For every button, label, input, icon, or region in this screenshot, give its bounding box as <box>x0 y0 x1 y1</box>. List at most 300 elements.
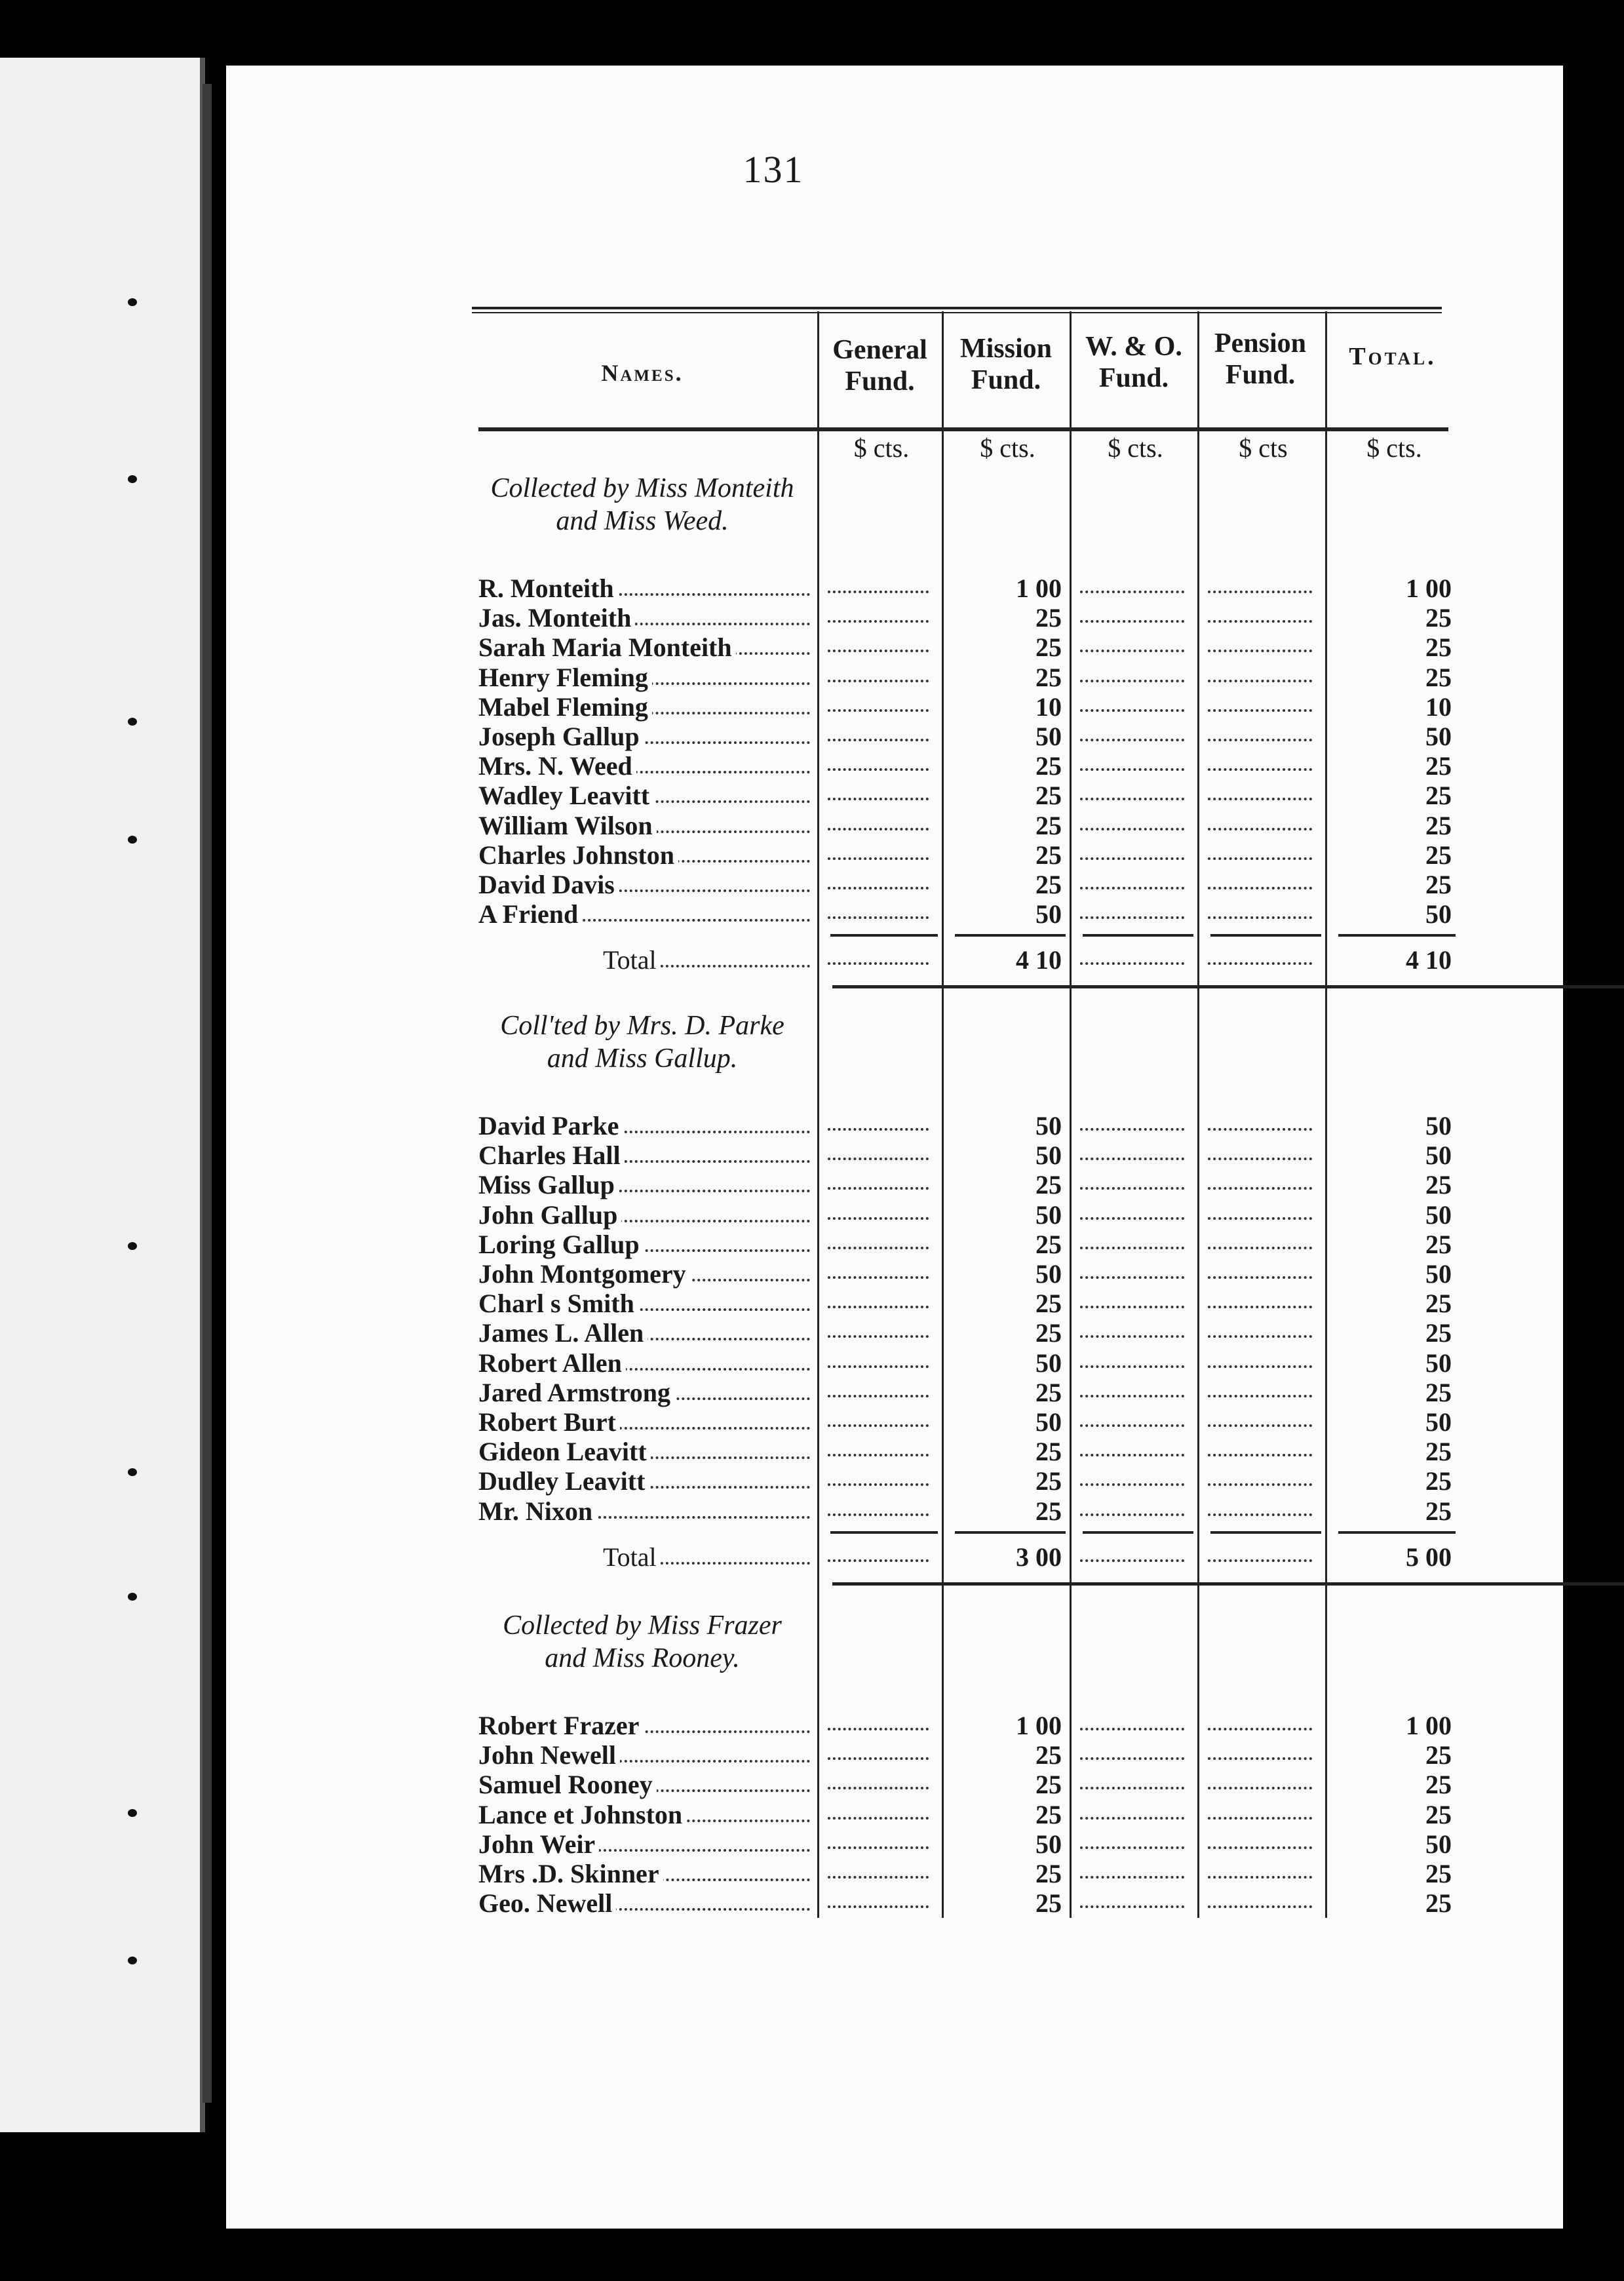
donor-name <box>478 1770 813 1799</box>
amount-wo <box>1075 722 1189 751</box>
table-row <box>0 722 1624 751</box>
amount-mission: 25 <box>1035 633 1062 663</box>
empty-dots <box>1208 739 1312 741</box>
table-row <box>0 603 1624 633</box>
amount-pension <box>1203 1348 1317 1378</box>
amount-general <box>822 1200 934 1230</box>
amount-wo <box>1075 1230 1189 1259</box>
amount-mission: 1 00 <box>1016 574 1062 603</box>
empty-dots <box>1208 1454 1312 1456</box>
amount-mission: 25 <box>1035 1318 1062 1348</box>
top-rule-thin <box>472 312 1442 313</box>
donor-name-text: William Wilson <box>478 811 657 840</box>
section-caption-line: Collected by Miss Frazer <box>503 1610 782 1641</box>
subtotal-rule <box>1210 934 1321 937</box>
amount-pension <box>1203 633 1317 662</box>
empty-dots <box>1208 1276 1312 1279</box>
donor-name-text: Lance et Johnston <box>478 1800 686 1829</box>
section-caption-line: and Miss Weed. <box>556 506 729 536</box>
empty-dots <box>828 798 929 800</box>
empty-dots <box>1080 1365 1184 1368</box>
table-row <box>0 1407 1624 1437</box>
amount-mission: 25 <box>1035 662 1062 692</box>
total-mission: 3 00 <box>1016 1542 1062 1572</box>
donor-name-text: Gideon Leavitt <box>478 1437 651 1466</box>
amount-wo <box>1075 1170 1189 1199</box>
amount-pension <box>1203 722 1317 751</box>
empty-dots <box>828 1247 929 1249</box>
empty-dots <box>828 887 929 889</box>
empty-dots <box>828 680 929 682</box>
donor-name <box>478 751 813 781</box>
table-row <box>0 1348 1624 1378</box>
amount-pension <box>1203 1407 1317 1437</box>
header-wo-line2: Fund. <box>1098 363 1169 393</box>
empty-dots <box>1080 768 1184 771</box>
empty-dots <box>828 1846 929 1849</box>
amount-total: 25 <box>1425 870 1452 899</box>
table-row <box>0 663 1624 692</box>
empty-dots <box>1080 620 1184 623</box>
section-caption <box>465 472 819 537</box>
amount-pension <box>1203 574 1317 603</box>
donor-name <box>478 1318 813 1348</box>
table-row <box>0 811 1624 840</box>
amount-total: 25 <box>1425 1888 1452 1919</box>
table-row <box>0 840 1624 870</box>
empty-dots <box>1080 1395 1184 1397</box>
total-label <box>603 945 813 975</box>
amount-pension <box>1203 1259 1317 1289</box>
donor-name <box>478 840 813 870</box>
donor-name <box>478 1407 813 1437</box>
donor-name-text: Mabel Fleming <box>478 692 652 722</box>
amount-total: 50 <box>1425 1140 1452 1171</box>
table-row <box>0 1318 1624 1348</box>
amount-mission: 25 <box>1035 1770 1062 1800</box>
header-pension-line1: Pension <box>1214 328 1307 359</box>
subtotal-rule <box>955 1531 1066 1534</box>
table-row <box>0 633 1624 662</box>
binding-hole <box>128 1468 137 1476</box>
table-row <box>0 1140 1624 1170</box>
amount-wo <box>1075 692 1189 722</box>
table-row <box>0 1259 1624 1289</box>
amount-mission: 50 <box>1035 1829 1062 1859</box>
empty-dots <box>1208 887 1312 889</box>
amount-general <box>822 1407 934 1437</box>
empty-dots <box>828 1728 929 1730</box>
empty-dots <box>1208 916 1312 919</box>
amount-pension <box>1203 1437 1317 1466</box>
header-general-line2: Fund. <box>845 366 915 397</box>
amount-mission: 25 <box>1035 1888 1062 1919</box>
table-row <box>0 1859 1624 1888</box>
header-mission-fund <box>944 333 1068 396</box>
amount-wo <box>1075 663 1189 692</box>
amount-pension <box>1203 1466 1317 1496</box>
empty-dots <box>1208 1365 1312 1368</box>
total-general <box>822 945 934 975</box>
amount-mission: 25 <box>1035 1740 1062 1770</box>
empty-dots <box>828 1483 929 1486</box>
amount-pension <box>1203 1378 1317 1407</box>
empty-dots <box>1080 916 1184 919</box>
amount-mission: 50 <box>1035 1199 1062 1230</box>
empty-dots <box>1080 739 1184 741</box>
amount-wo <box>1075 1740 1189 1770</box>
amount-general <box>822 1466 934 1496</box>
amount-general <box>822 840 934 870</box>
subtotal-rule <box>830 934 938 937</box>
section-caption-line: and Miss Rooney. <box>545 1643 740 1673</box>
amount-wo <box>1075 781 1189 810</box>
empty-dots <box>1080 798 1184 800</box>
unit-mission: $ cts. <box>980 433 1035 463</box>
amount-general <box>822 1140 934 1170</box>
empty-dots <box>1080 1817 1184 1820</box>
empty-dots <box>1080 1728 1184 1730</box>
empty-dots <box>1208 1395 1312 1397</box>
amount-general <box>822 1170 934 1199</box>
amount-general <box>822 692 934 722</box>
amount-total: 50 <box>1425 722 1452 751</box>
amount-wo <box>1075 1466 1189 1496</box>
amount-pension <box>1203 1800 1317 1829</box>
donor-name <box>478 1888 813 1918</box>
donor-name-text: Dudley Leavitt <box>478 1466 649 1496</box>
empty-dots <box>1208 1757 1312 1760</box>
header-pension-line2: Fund. <box>1225 360 1296 390</box>
amount-general <box>822 1437 934 1466</box>
amount-total: 50 <box>1425 1348 1452 1378</box>
donor-name <box>478 781 813 810</box>
amount-total: 25 <box>1425 810 1452 840</box>
donor-name <box>478 1740 813 1770</box>
donor-name-text: Loring Gallup <box>478 1230 644 1259</box>
donor-name <box>478 1711 813 1740</box>
table-row <box>0 1829 1624 1859</box>
empty-dots <box>1080 1335 1184 1338</box>
donor-name-text: Charles Hall <box>478 1140 625 1170</box>
section-caption-line: and Miss Gallup. <box>547 1043 738 1074</box>
empty-dots <box>828 1187 929 1190</box>
empty-dots <box>828 709 929 712</box>
donor-name-text: James L. Allen <box>478 1318 648 1348</box>
amount-mission: 50 <box>1035 1407 1062 1437</box>
amount-pension <box>1203 751 1317 781</box>
amount-total: 25 <box>1425 1799 1452 1829</box>
column-divider <box>1070 311 1072 1918</box>
amount-total: 25 <box>1425 1318 1452 1348</box>
unit-pension: $ cts <box>1239 433 1288 463</box>
amount-total: 25 <box>1425 1289 1452 1319</box>
amount-mission: 50 <box>1035 899 1062 929</box>
donor-name-text: Charl s Smith <box>478 1289 638 1318</box>
subtotal-rule <box>1338 934 1456 937</box>
empty-dots <box>828 1454 929 1456</box>
donor-name-text: Robert Allen <box>478 1348 626 1378</box>
amount-general <box>822 1829 934 1859</box>
amount-general <box>822 722 934 751</box>
empty-dots <box>828 962 929 965</box>
table-row <box>0 574 1624 603</box>
amount-pension <box>1203 1111 1317 1140</box>
amount-wo <box>1075 751 1189 781</box>
section-caption-line: Coll'ted by Mrs. D. Parke <box>500 1011 784 1041</box>
header-mission-line1: Mission <box>959 334 1053 364</box>
amount-total: 25 <box>1425 1770 1452 1800</box>
amount-wo <box>1075 603 1189 633</box>
amount-total: 25 <box>1425 1740 1452 1770</box>
empty-dots <box>1080 1513 1184 1516</box>
empty-dots <box>828 591 929 593</box>
empty-dots <box>828 1905 929 1908</box>
table-row <box>0 1496 1624 1526</box>
amount-total: 25 <box>1425 1170 1452 1200</box>
total-wo <box>1075 945 1189 975</box>
amount-wo <box>1075 1888 1189 1918</box>
amount-general <box>822 1800 934 1829</box>
header-pension-fund <box>1198 328 1323 391</box>
total-mission: 4 10 <box>1016 945 1062 975</box>
page-number: 131 <box>743 148 804 191</box>
amount-mission: 50 <box>1035 1111 1062 1140</box>
total-label-text: Total <box>603 945 661 975</box>
amount-general <box>822 899 934 929</box>
amount-mission: 25 <box>1035 810 1062 840</box>
amount-wo <box>1075 1378 1189 1407</box>
column-divider <box>1325 311 1327 1918</box>
donor-name-text: R. Monteith <box>478 574 618 603</box>
amount-pension <box>1203 1829 1317 1859</box>
amount-total: 10 <box>1425 692 1452 722</box>
subtotal-rule <box>1210 1531 1321 1534</box>
table-row <box>0 1378 1624 1407</box>
amount-pension <box>1203 1711 1317 1740</box>
amount-total: 25 <box>1425 1377 1452 1407</box>
amount-pension <box>1203 1140 1317 1170</box>
donor-name-text: Mrs. N. Weed <box>478 751 636 781</box>
donor-name <box>478 663 813 692</box>
amount-wo <box>1075 1259 1189 1289</box>
donor-name <box>478 1170 813 1199</box>
amount-pension <box>1203 870 1317 899</box>
donor-name-text: Mrs .D. Skinner <box>478 1859 663 1888</box>
amount-total: 25 <box>1425 1466 1452 1496</box>
amount-mission: 25 <box>1035 1496 1062 1526</box>
amount-wo <box>1075 840 1189 870</box>
empty-dots <box>1080 680 1184 682</box>
amount-pension <box>1203 663 1317 692</box>
empty-dots <box>1080 1158 1184 1160</box>
section-bottom-rule <box>832 1582 1624 1586</box>
amount-pension <box>1203 1770 1317 1799</box>
amount-pension <box>1203 603 1317 633</box>
amount-wo <box>1075 1496 1189 1526</box>
empty-dots <box>828 916 929 919</box>
empty-dots <box>1080 709 1184 712</box>
empty-dots <box>1208 857 1312 860</box>
amount-total: 50 <box>1425 1407 1452 1437</box>
amount-mission: 25 <box>1035 1377 1062 1407</box>
amount-total: 25 <box>1425 662 1452 692</box>
unit-wo: $ cts. <box>1108 433 1163 463</box>
amount-pension <box>1203 1200 1317 1230</box>
amount-general <box>822 574 934 603</box>
empty-dots <box>1080 828 1184 830</box>
empty-dots <box>1080 1757 1184 1760</box>
amount-total: 25 <box>1425 781 1452 811</box>
empty-dots <box>1208 1128 1312 1131</box>
amount-pension <box>1203 1289 1317 1318</box>
header-wo-fund <box>1072 331 1196 394</box>
empty-dots <box>828 1276 929 1279</box>
binding-hole <box>128 298 137 306</box>
donor-name-text: Samuel Rooney <box>478 1770 657 1799</box>
empty-dots <box>1208 1817 1312 1820</box>
donor-name <box>478 722 813 751</box>
amount-general <box>822 1888 934 1918</box>
total-label <box>603 1542 813 1572</box>
table-row <box>0 692 1624 722</box>
empty-dots <box>1208 1424 1312 1427</box>
amount-total: 1 00 <box>1406 1711 1452 1740</box>
binding-hole <box>128 836 137 844</box>
subtotal-rule <box>955 934 1066 937</box>
binding-hole <box>128 1809 137 1817</box>
amount-mission: 25 <box>1035 781 1062 811</box>
donor-name <box>478 1829 813 1859</box>
amount-general <box>822 781 934 810</box>
unit-general: $ cts. <box>853 433 910 463</box>
empty-dots <box>828 768 929 771</box>
empty-dots <box>828 1306 929 1308</box>
donor-name-text: Miss Gallup <box>478 1170 619 1199</box>
empty-dots <box>1080 1276 1184 1279</box>
donor-name <box>478 692 813 722</box>
amount-total: 50 <box>1425 1829 1452 1859</box>
empty-dots <box>1080 1454 1184 1456</box>
amount-wo <box>1075 1318 1189 1348</box>
total-general <box>822 1542 934 1572</box>
empty-dots <box>1208 962 1312 965</box>
donor-name-text: John Montgomery <box>478 1259 690 1289</box>
header-wo-line1: W. & O. <box>1085 332 1182 362</box>
table-row <box>0 899 1624 929</box>
amount-total: 50 <box>1425 899 1452 929</box>
amount-mission: 50 <box>1035 1140 1062 1171</box>
total-pension <box>1203 1542 1317 1572</box>
amount-total: 50 <box>1425 1111 1452 1140</box>
amount-mission: 25 <box>1035 840 1062 870</box>
top-rule <box>472 307 1442 309</box>
column-divider <box>817 311 819 1918</box>
empty-dots <box>828 1128 929 1131</box>
total-pension <box>1203 945 1317 975</box>
donor-name <box>478 633 813 662</box>
empty-dots <box>1208 1158 1312 1160</box>
empty-dots <box>1080 1187 1184 1190</box>
subtotal-rule <box>1083 934 1193 937</box>
amount-wo <box>1075 1111 1189 1140</box>
amount-wo <box>1075 1829 1189 1859</box>
amount-total: 25 <box>1425 751 1452 781</box>
donor-name-text: Jared Armstrong <box>478 1378 674 1407</box>
donor-name-text: Joseph Gallup <box>478 722 644 751</box>
empty-dots <box>1080 962 1184 965</box>
empty-dots <box>828 1757 929 1760</box>
empty-dots <box>1208 798 1312 800</box>
empty-dots <box>1080 887 1184 889</box>
donor-name <box>478 870 813 899</box>
empty-dots <box>1080 650 1184 652</box>
amount-general <box>822 1259 934 1289</box>
donor-name <box>478 603 813 633</box>
table-row <box>0 1466 1624 1496</box>
empty-dots <box>828 1559 929 1562</box>
empty-dots <box>1208 1483 1312 1486</box>
amount-mission: 25 <box>1035 870 1062 899</box>
donor-name <box>478 1800 813 1829</box>
amount-mission: 50 <box>1035 1259 1062 1289</box>
empty-dots <box>828 1395 929 1397</box>
amount-general <box>822 1348 934 1378</box>
amount-general <box>822 870 934 899</box>
empty-dots <box>1208 1787 1312 1789</box>
amount-wo <box>1075 633 1189 662</box>
header-names: Names. <box>601 360 684 386</box>
amount-mission: 1 00 <box>1016 1711 1062 1740</box>
amount-total: 25 <box>1425 1496 1452 1526</box>
table-row <box>0 1711 1624 1740</box>
amount-total: 1 00 <box>1406 574 1452 603</box>
empty-dots <box>1208 1559 1312 1562</box>
empty-dots <box>1208 1306 1312 1308</box>
total-wo <box>1075 1542 1189 1572</box>
subtotal-rule <box>830 1531 938 1534</box>
table-row <box>0 781 1624 810</box>
amount-pension <box>1203 1170 1317 1199</box>
amount-pension <box>1203 1888 1317 1918</box>
amount-general <box>822 1318 934 1348</box>
donor-name <box>478 1200 813 1230</box>
empty-dots <box>828 857 929 860</box>
subtotal-rule <box>1338 1531 1456 1534</box>
donor-name-text: Jas. Monteith <box>478 603 635 633</box>
donor-name-text: David Davis <box>478 870 619 899</box>
table-row <box>0 1230 1624 1259</box>
empty-dots <box>1080 857 1184 860</box>
header-general-fund <box>819 334 940 397</box>
empty-dots <box>828 650 929 652</box>
section-caption <box>465 1609 819 1675</box>
amount-mission: 25 <box>1035 1466 1062 1496</box>
donor-name <box>478 1859 813 1888</box>
empty-dots <box>1208 709 1312 712</box>
binding-hole <box>128 1242 137 1250</box>
amount-general <box>822 811 934 840</box>
empty-dots <box>1080 1483 1184 1486</box>
amount-general <box>822 1496 934 1526</box>
total-row <box>0 945 1624 975</box>
donor-name-text: Robert Burt <box>478 1407 620 1437</box>
empty-dots <box>1080 1424 1184 1427</box>
amount-general <box>822 1859 934 1888</box>
amount-general <box>822 1711 934 1740</box>
column-divider <box>942 311 944 1918</box>
header-general-line1: General <box>832 335 927 365</box>
